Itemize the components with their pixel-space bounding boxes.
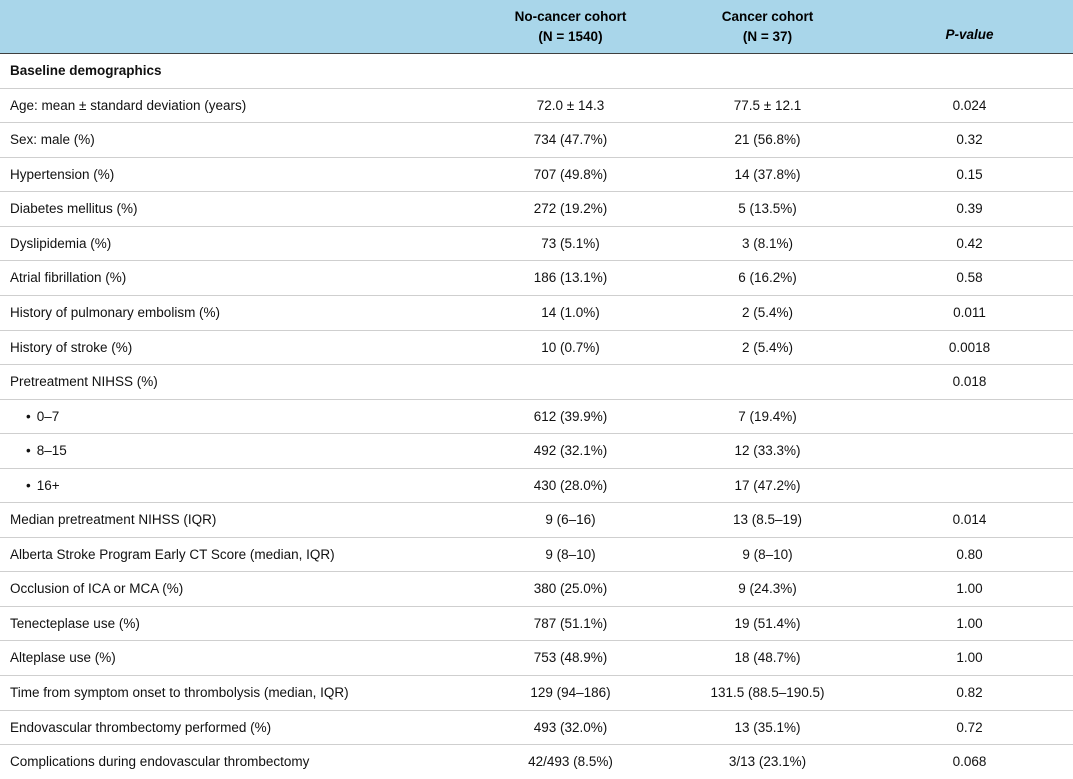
row-value-cancer: 9 (8–10) — [669, 537, 866, 572]
row-value-p: 0.80 — [866, 537, 1073, 572]
row-value-p: 0.39 — [866, 192, 1073, 227]
row-label: Diabetes mellitus (%) — [0, 192, 472, 227]
table-row — [0, 330, 1073, 365]
row-label: Tenecteplase use (%) — [0, 606, 472, 641]
column-header-cancer-cohort — [669, 0, 866, 54]
table-row — [0, 572, 1073, 607]
row-value-no-cancer: 430 (28.0%) — [472, 468, 669, 503]
column-header-cancer-n: (N = 37) — [742, 28, 793, 44]
row-value-cancer: 6 (16.2%) — [669, 261, 866, 296]
row-label-text: 0–7 — [36, 408, 60, 424]
row-label: Time from symptom onset to thrombolysis (median, IQR) — [0, 675, 472, 710]
row-label: History of pulmonary embolism (%) — [0, 295, 472, 330]
table-row — [0, 123, 1073, 158]
column-header-cancer-label: Cancer cohort — [721, 9, 814, 24]
row-label: History of stroke (%) — [0, 330, 472, 365]
row-value-no-cancer: 73 (5.1%) — [472, 226, 669, 261]
table-row — [0, 745, 1073, 779]
table-row — [0, 537, 1073, 572]
column-header-p-value — [866, 0, 1073, 54]
row-value-cancer — [669, 365, 866, 400]
row-label: Alberta Stroke Program Early CT Score (median, IQR) — [0, 537, 472, 572]
row-label — [0, 399, 472, 434]
row-value-p: 0.014 — [866, 503, 1073, 538]
row-value-p — [866, 434, 1073, 469]
table-row — [0, 88, 1073, 123]
row-value-no-cancer: 129 (94–186) — [472, 675, 669, 710]
row-value-cancer: 5 (13.5%) — [669, 192, 866, 227]
row-label: Occlusion of ICA or MCA (%) — [0, 572, 472, 607]
table-row — [0, 641, 1073, 676]
bullet-icon: • — [26, 408, 31, 424]
row-value-no-cancer: 787 (51.1%) — [472, 606, 669, 641]
row-value-cancer: 131.5 (88.5–190.5) — [669, 675, 866, 710]
row-value-cancer: 13 (8.5–19) — [669, 503, 866, 538]
row-value-p: 0.0018 — [866, 330, 1073, 365]
row-label: Alteplase use (%) — [0, 641, 472, 676]
row-value-no-cancer: 492 (32.1%) — [472, 434, 669, 469]
column-header-no-cancer-cohort — [472, 0, 669, 54]
bullet-icon: • — [26, 477, 31, 493]
row-label — [0, 468, 472, 503]
table-row — [0, 192, 1073, 227]
row-value-cancer: 2 (5.4%) — [669, 330, 866, 365]
row-value-no-cancer: 272 (19.2%) — [472, 192, 669, 227]
table-row — [0, 365, 1073, 400]
table-row — [0, 710, 1073, 745]
column-header-p-value-label: P-value — [945, 26, 994, 42]
row-value-cancer: 3/13 (23.1%) — [728, 754, 807, 770]
row-value-cancer: 19 (51.4%) — [669, 606, 866, 641]
table-row — [0, 226, 1073, 261]
row-value-p — [866, 399, 1073, 434]
table-row — [0, 261, 1073, 296]
row-value-no-cancer: 493 (32.0%) — [472, 710, 669, 745]
row-value-cancer: 17 (47.2%) — [669, 468, 866, 503]
table-row — [0, 295, 1073, 330]
row-value-p: 0.011 — [866, 295, 1073, 330]
row-label: Endovascular thrombectomy performed (%) — [0, 710, 472, 745]
row-value-cancer: 7 (19.4%) — [669, 399, 866, 434]
row-value-cancer: 12 (33.3%) — [669, 434, 866, 469]
row-value-p: 0.15 — [866, 157, 1073, 192]
column-header-no-cancer-n: (N = 1540) — [538, 28, 603, 44]
row-value-cancer: 77.5 ± 12.1 — [669, 88, 866, 123]
table-body — [0, 54, 1073, 779]
row-value-no-cancer: 9 (6–16) — [472, 503, 669, 538]
column-header-blank — [0, 0, 472, 54]
row-value-no-cancer: 707 (49.8%) — [472, 157, 669, 192]
table-row — [0, 503, 1073, 538]
row-label: Sex: male (%) — [0, 123, 472, 158]
row-value-no-cancer: 612 (39.9%) — [472, 399, 669, 434]
row-value-p: 1.00 — [866, 572, 1073, 607]
row-label: Complications during endovascular thrombectomy — [10, 754, 310, 770]
row-label: Age: mean ± standard deviation (years) — [0, 88, 472, 123]
row-value-p: 0.32 — [866, 123, 1073, 158]
row-value-p: 0.068 — [952, 754, 987, 770]
table-row — [0, 468, 1073, 503]
table-row — [0, 606, 1073, 641]
table-header — [0, 0, 1073, 54]
row-value-p: 0.82 — [866, 675, 1073, 710]
row-label: Dyslipidemia (%) — [0, 226, 472, 261]
row-value-p: 1.00 — [866, 641, 1073, 676]
row-value-cancer: 3 (8.1%) — [669, 226, 866, 261]
section-title: Baseline demographics — [0, 54, 1073, 89]
table-row — [0, 434, 1073, 469]
row-value-no-cancer: 186 (13.1%) — [472, 261, 669, 296]
table-row — [0, 675, 1073, 710]
table-section-row — [0, 54, 1073, 89]
row-value-no-cancer: 734 (47.7%) — [472, 123, 669, 158]
row-label: Atrial fibrillation (%) — [0, 261, 472, 296]
row-value-no-cancer: 380 (25.0%) — [472, 572, 669, 607]
row-value-cancer: 2 (5.4%) — [669, 295, 866, 330]
row-value-no-cancer — [472, 365, 669, 400]
row-value-p: 0.42 — [866, 226, 1073, 261]
row-value-cancer: 13 (35.1%) — [669, 710, 866, 745]
row-value-p: 0.58 — [866, 261, 1073, 296]
row-value-no-cancer: 753 (48.9%) — [472, 641, 669, 676]
row-value-no-cancer: 72.0 ± 14.3 — [472, 88, 669, 123]
row-value-no-cancer: 10 (0.7%) — [472, 330, 669, 365]
row-value-cancer: 14 (37.8%) — [669, 157, 866, 192]
row-value-cancer: 9 (24.3%) — [669, 572, 866, 607]
row-value-no-cancer: 14 (1.0%) — [472, 295, 669, 330]
row-value-no-cancer: 9 (8–10) — [472, 537, 669, 572]
table-row — [0, 399, 1073, 434]
row-label-text: 8–15 — [36, 443, 67, 459]
row-label — [0, 434, 472, 469]
table-row — [0, 157, 1073, 192]
row-label: Median pretreatment NIHSS (IQR) — [0, 503, 472, 538]
row-value-cancer: 18 (48.7%) — [669, 641, 866, 676]
row-value-p — [866, 468, 1073, 503]
row-value-p: 0.024 — [866, 88, 1073, 123]
row-label: Pretreatment NIHSS (%) — [0, 365, 472, 400]
row-value-no-cancer: 42/493 (8.5%) — [528, 754, 613, 770]
row-value-p: 0.018 — [866, 365, 1073, 400]
row-label: Hypertension (%) — [0, 157, 472, 192]
row-value-cancer: 21 (56.8%) — [669, 123, 866, 158]
row-value-p: 0.72 — [866, 710, 1073, 745]
column-header-no-cancer-label: No-cancer cohort — [514, 9, 627, 24]
row-value-p: 1.00 — [866, 606, 1073, 641]
row-label-text: 16+ — [36, 477, 60, 493]
bullet-icon: • — [26, 443, 31, 459]
